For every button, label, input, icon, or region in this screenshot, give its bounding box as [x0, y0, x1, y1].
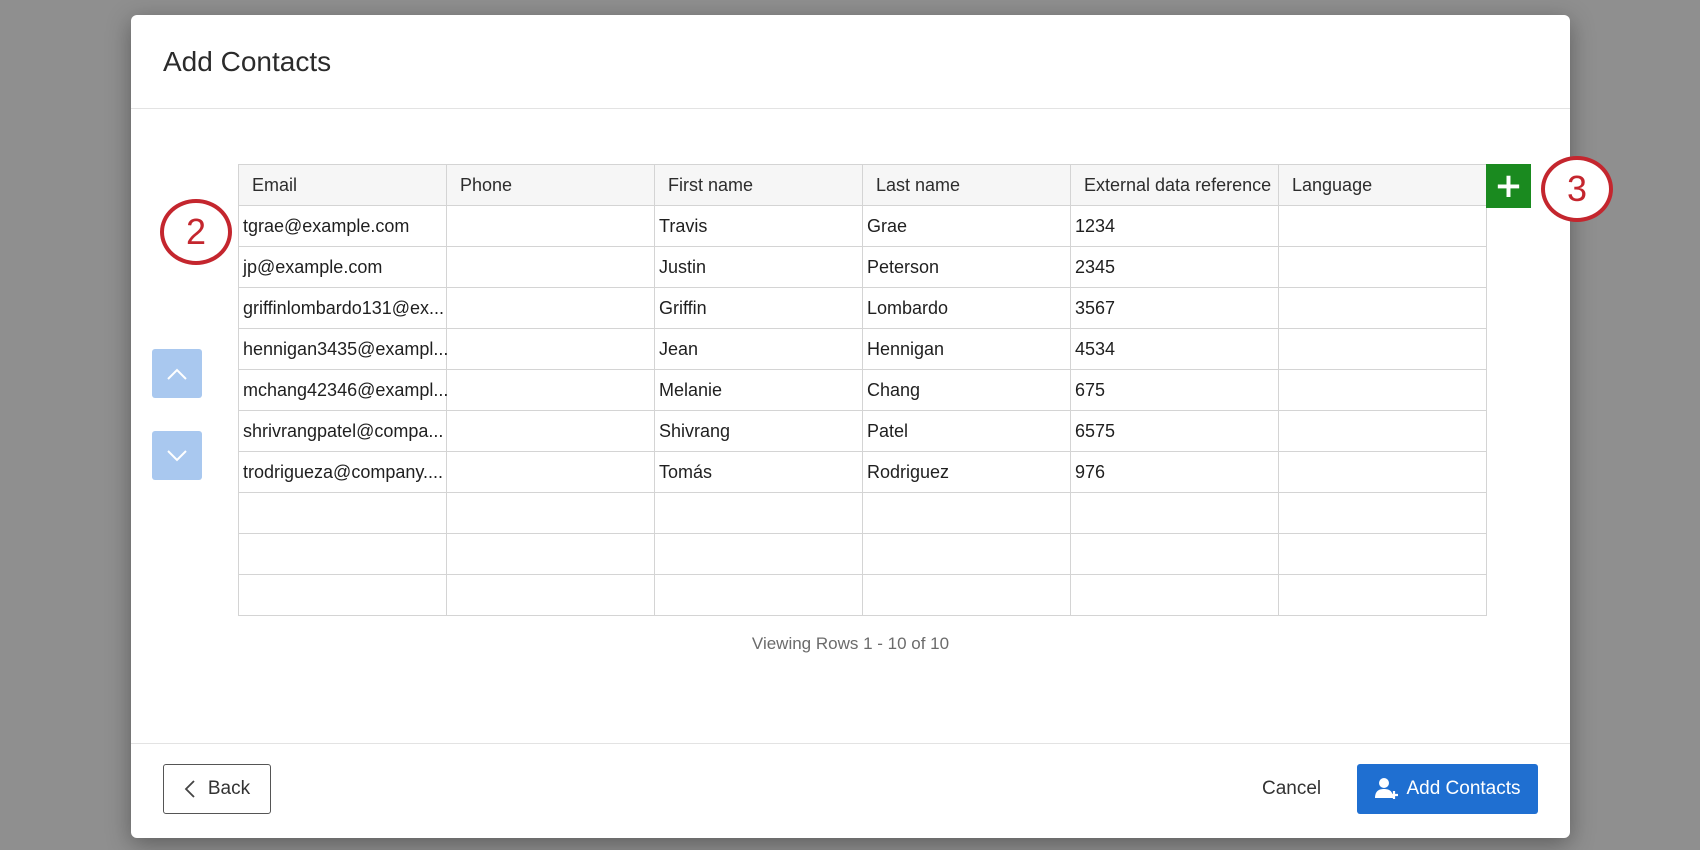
add-contacts-button[interactable]	[1357, 764, 1538, 814]
cancel-button[interactable]: Cancel	[1256, 764, 1327, 814]
table-cell[interactable]: mchang42346@exampl...	[239, 370, 447, 411]
table-cell[interactable]: 976	[1071, 452, 1279, 493]
column-header[interactable]: Phone	[447, 165, 655, 206]
scroll-down-button[interactable]	[152, 431, 202, 480]
table-cell[interactable]: Grae	[863, 206, 1071, 247]
table-cell[interactable]	[447, 534, 655, 575]
modal-title: Add Contacts	[163, 46, 332, 77]
column-header[interactable]: External data reference	[1071, 165, 1279, 206]
table-row	[239, 493, 1487, 534]
table-cell[interactable]	[447, 575, 655, 616]
table-cell[interactable]	[863, 493, 1071, 534]
table-cell[interactable]: Travis	[655, 206, 863, 247]
table-cell[interactable]	[1279, 370, 1487, 411]
chevron-up-icon	[166, 367, 188, 381]
back-button[interactable]	[163, 764, 271, 814]
callout-number-2: 2	[160, 199, 232, 265]
table-cell[interactable]	[447, 452, 655, 493]
table-cell[interactable]	[447, 329, 655, 370]
table-cell[interactable]	[1279, 329, 1487, 370]
table-row	[239, 247, 1487, 288]
table-cell[interactable]	[239, 493, 447, 534]
table-cell[interactable]	[655, 493, 863, 534]
table-cell[interactable]: 4534	[1071, 329, 1279, 370]
table-cell[interactable]	[1279, 452, 1487, 493]
table-cell[interactable]	[1279, 206, 1487, 247]
callout-number-3: 3	[1541, 156, 1613, 222]
table-cell[interactable]: griffinlombardo131@ex...	[239, 288, 447, 329]
table-cell[interactable]: 1234	[1071, 206, 1279, 247]
table-cell[interactable]: Chang	[863, 370, 1071, 411]
table-cell[interactable]	[863, 534, 1071, 575]
table-cell[interactable]: shrivrangpatel@compa...	[239, 411, 447, 452]
table-cell[interactable]	[239, 575, 447, 616]
viewing-rows-text: Viewing Rows 1 - 10 of 10	[751, 634, 950, 653]
table-row	[239, 288, 1487, 329]
add-column-button[interactable]: +	[1486, 164, 1531, 208]
table-cell[interactable]	[1071, 493, 1279, 534]
table-cell[interactable]	[1279, 493, 1487, 534]
table-cell[interactable]	[1279, 288, 1487, 329]
table-cell[interactable]: 675	[1071, 370, 1279, 411]
table-cell[interactable]: Justin	[655, 247, 863, 288]
table-cell[interactable]: 3567	[1071, 288, 1279, 329]
table-cell[interactable]	[1279, 575, 1487, 616]
table-cell[interactable]: Tomás	[655, 452, 863, 493]
table-row	[239, 329, 1487, 370]
table-row	[239, 575, 1487, 616]
modal-footer	[131, 743, 1570, 838]
chevron-left-icon	[184, 779, 196, 799]
table-row	[239, 370, 1487, 411]
table-cell[interactable]	[1279, 411, 1487, 452]
table-row	[239, 206, 1487, 247]
grid-header-row	[239, 165, 1487, 206]
table-cell[interactable]: Peterson	[863, 247, 1071, 288]
table-cell[interactable]: 6575	[1071, 411, 1279, 452]
table-cell[interactable]: tgrae@example.com	[239, 206, 447, 247]
table-row	[239, 534, 1487, 575]
table-row	[239, 452, 1487, 493]
table-cell[interactable]	[1071, 534, 1279, 575]
table-cell[interactable]	[655, 534, 863, 575]
modal-header	[131, 15, 1570, 109]
table-row	[239, 411, 1487, 452]
table-cell[interactable]: Lombardo	[863, 288, 1071, 329]
column-header[interactable]: First name	[655, 165, 863, 206]
table-cell[interactable]	[863, 575, 1071, 616]
table-cell[interactable]: Shivrang	[655, 411, 863, 452]
table-cell[interactable]: hennigan3435@exampl...	[239, 329, 447, 370]
table-cell[interactable]	[447, 206, 655, 247]
column-header[interactable]: Language	[1279, 165, 1487, 206]
contacts-grid	[238, 164, 1487, 616]
table-cell[interactable]: 2345	[1071, 247, 1279, 288]
table-cell[interactable]	[447, 411, 655, 452]
table-cell[interactable]: Griffin	[655, 288, 863, 329]
table-cell[interactable]	[447, 247, 655, 288]
table-cell[interactable]	[447, 493, 655, 534]
table-cell[interactable]: trodrigueza@company....	[239, 452, 447, 493]
table-cell[interactable]: jp@example.com	[239, 247, 447, 288]
back-button-label: Back	[207, 778, 251, 799]
column-header[interactable]: Email	[239, 165, 447, 206]
table-cell[interactable]	[1071, 575, 1279, 616]
table-cell[interactable]: Patel	[863, 411, 1071, 452]
table-cell[interactable]	[447, 370, 655, 411]
table-cell[interactable]: Hennigan	[863, 329, 1071, 370]
table-cell[interactable]	[239, 534, 447, 575]
table-cell[interactable]: Jean	[655, 329, 863, 370]
scroll-up-button[interactable]	[152, 349, 202, 398]
table-cell[interactable]	[655, 575, 863, 616]
table-cell[interactable]	[447, 288, 655, 329]
add-user-icon	[1374, 777, 1400, 801]
table-cell[interactable]	[1279, 247, 1487, 288]
add-contacts-modal	[131, 15, 1588, 838]
add-contacts-button-label: Add Contacts	[1406, 778, 1521, 799]
column-header[interactable]: Last name	[863, 165, 1071, 206]
table-cell[interactable]: Rodriguez	[863, 452, 1071, 493]
table-cell[interactable]	[1279, 534, 1487, 575]
table-cell[interactable]: Melanie	[655, 370, 863, 411]
chevron-down-icon	[166, 449, 188, 463]
